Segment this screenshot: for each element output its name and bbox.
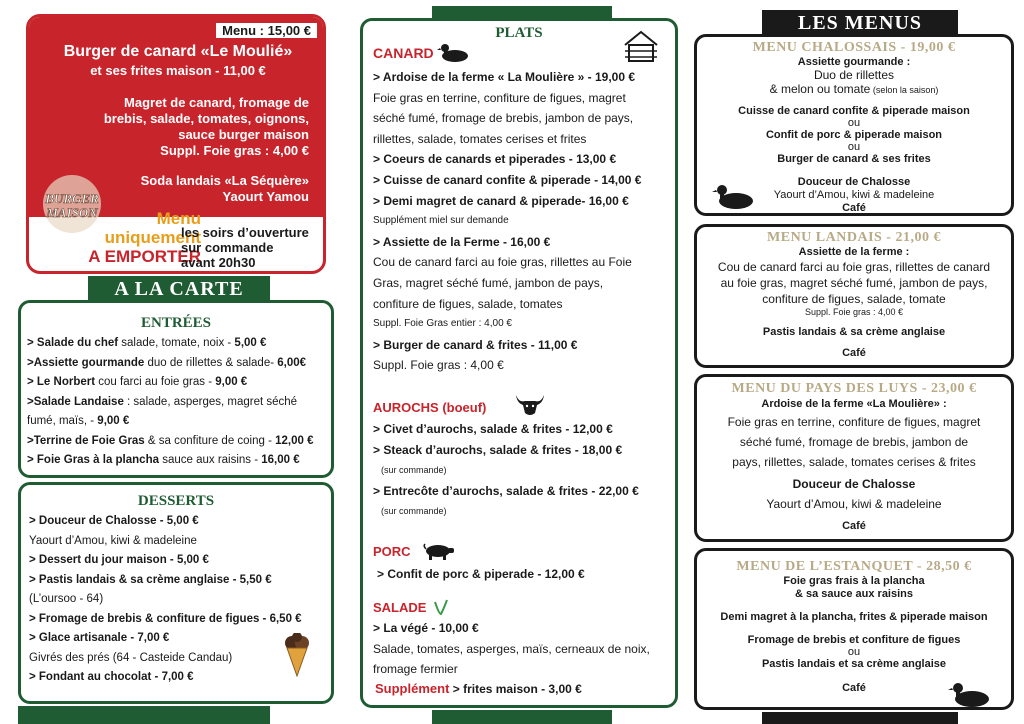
dessert-name: > Pastis landais & sa crème anglaise - 5,50 € [29, 573, 272, 586]
luys-l3: séché fumé, fromage de brebis, jambon de [739, 435, 969, 449]
aurochs-line: > Entrecôte d’aurochs, salade & frites - 22,00 € [373, 483, 639, 498]
chalossais-l2: Duo de rillettes [813, 68, 895, 82]
salade-line: fromage fermier [373, 662, 458, 677]
aurochs-title: AUROCHS (boeuf) [373, 400, 487, 415]
entree-desc: fumé, maïs, - [27, 415, 98, 427]
entree-price: 9,00 € [215, 376, 248, 388]
dessert-desc: (L’oursoo - 64) [29, 593, 104, 605]
entree-row [27, 432, 331, 452]
aurochs-line: > Steack d’aurochs, salade & frites - 18,00 € [373, 442, 623, 457]
entrees-title: ENTRÉES [140, 315, 212, 331]
menu-landais-title: MENU LANDAIS - 21,00 € [767, 230, 941, 245]
supplement-line [375, 681, 582, 696]
plats-box [360, 18, 678, 708]
entree-name: >Salade Landaise [27, 395, 124, 408]
canard-line: Gras, magret séché fumé, jambon de pays, [373, 275, 604, 290]
promo-yaourt: Yaourt Yamou [222, 189, 309, 204]
aurochs-list [373, 419, 639, 522]
menu-landais-box [694, 224, 1014, 368]
canard-line: > Coeurs de canards et piperades - 13,00 € [373, 152, 617, 167]
entree-row [27, 373, 331, 393]
dessert-row [29, 512, 331, 532]
canard-line: > Demi magret de canard & piperade- 16,00 € [373, 193, 629, 208]
menu-luys-title: MENU DU PAYS DES LUYS - 23,00 € [731, 381, 977, 396]
entree-row [27, 354, 331, 374]
luys-l7: Café [842, 520, 866, 532]
dessert-row [29, 551, 331, 571]
promo-menu-price: Menu : 15,00 € [216, 23, 317, 38]
entree-desc: & sa confiture de coing - [144, 434, 276, 447]
menu-estanquet-title: MENU DE L’ESTANQUET - 28,50 € [736, 559, 972, 574]
menu-chalossais-title: MENU CHALOSSAIS - 19,00 € [752, 40, 956, 55]
dessert-desc: Yaourt d’Amou, kiwi & madeleine [29, 534, 197, 547]
menu-estanquet-box [694, 548, 1014, 710]
chalossais-l5: Confit de porc & piperade maison [765, 129, 943, 141]
estanquet-l4: Fromage de brebis et confiture de figues [747, 634, 961, 646]
canard-line: Suppl. Foie Gras entier : 4,00 € [373, 318, 512, 330]
salade-line: > La végé - 10,00 € [373, 621, 479, 635]
burger-logo-bottom-text: MAISON [46, 205, 98, 220]
promo-emporter-text [41, 209, 201, 266]
entree-desc: cou farci au foie gras - [95, 376, 216, 388]
entrees-list [21, 332, 331, 471]
promo-emporter-2: uniquement [104, 228, 201, 247]
menu-chalossais-box [694, 34, 1014, 216]
luys-l6: Yaourt d’Amou, kiwi & madeleine [766, 497, 942, 511]
porc-item: > Confit de porc & piperade - 12,00 € [377, 567, 585, 581]
estanquet-l6: Café [842, 682, 866, 694]
promo-suppl: Suppl. Foie gras : 4,00 € [160, 143, 309, 158]
a-la-carte-header: A LA CARTE [88, 276, 270, 302]
canard-line: > Cuisse de canard confite & piperade - 14,00 € [373, 172, 642, 187]
chalossais-l1: Assiette gourmande : [797, 56, 911, 68]
entree-price: 6,00€ [277, 356, 307, 369]
estanquet-ou: ou [847, 646, 861, 658]
landais-l2: Cou de canard farci au foie gras, rillettes de canard [717, 260, 991, 274]
promo-emporter-1: Menu [156, 209, 201, 228]
farm-house-icon [623, 29, 659, 63]
entree-name: > Le Norbert [27, 376, 96, 388]
luys-l2: Foie gras en terrine, confiture de figues, magret [727, 415, 981, 429]
dessert-row [29, 610, 331, 630]
entree-row [27, 393, 331, 413]
chalossais-l9: Café [842, 202, 866, 214]
salade-list [373, 618, 650, 680]
desserts-box [18, 482, 334, 704]
chalossais-l3b: (selon la saison) [870, 85, 939, 95]
entree-price: 5,00 € [234, 337, 267, 349]
duck-icon-estanquet [947, 679, 991, 709]
canard-list [373, 67, 641, 376]
chalossais-ou1: ou [847, 117, 861, 129]
landais-l4: confiture de figues, salade, tomate [762, 292, 946, 306]
dessert-row [29, 532, 331, 552]
canard-line: Supplément miel sur demande [373, 215, 509, 227]
canard-line: Foie gras en terrine, confiture de figues, magret [373, 90, 626, 105]
estanquet-l2: & sa sauce aux raisins [794, 588, 913, 600]
estanquet-l3: Demi magret à la plancha, frites & piperade maison [720, 611, 988, 623]
chalossais-l6: Burger de canard & ses frites [777, 153, 931, 165]
promo-desc-2: brebis, salade, tomates, oignons, [103, 111, 309, 126]
promo-emporter-3: A EMPORTER [88, 247, 201, 266]
dessert-name: > Douceur de Chalosse - 5,00 € [29, 515, 199, 527]
estanquet-l5: Pastis landais et sa crème anglaise [761, 658, 947, 670]
dessert-name: > Glace artisanale - 7,00 € [29, 632, 170, 644]
estanquet-l1: Foie gras frais à la plancha [783, 575, 925, 587]
landais-l5: Suppl. Foie gras : 4,00 € [804, 307, 904, 317]
chalossais-l4: Cuisse de canard confite & piperade maison [738, 105, 970, 117]
entree-name: >Assiette gourmande [27, 356, 145, 369]
les-menus-header: LES MENUS [762, 10, 958, 36]
plats-bottom-bar [432, 710, 612, 724]
porc-title: PORC [373, 544, 411, 559]
chalossais-l3: & melon ou tomate [769, 82, 871, 96]
menu-luys-box [694, 374, 1014, 542]
burger-logo-top-text: BURGER [45, 191, 99, 206]
dessert-name: > Fondant au chocolat - 7,00 € [29, 671, 194, 683]
promo-burger-title: Burger de canard «Le Moulié» [63, 43, 293, 60]
entree-price: 12,00 € [275, 434, 314, 447]
burger-promo-box [26, 14, 326, 274]
canard-line: Cou de canard farci au foie gras, rillettes au Foie [373, 255, 632, 270]
dessert-row [29, 571, 331, 591]
plats-title: PLATS [495, 25, 543, 41]
entree-desc: salade, tomate, noix - [118, 337, 235, 349]
dessert-desc: Givrés des prés (64 - Casteide Candau) [29, 651, 233, 664]
entree-name: > Salade du chef [27, 337, 119, 349]
menus-bottom-bar [762, 712, 958, 724]
duck-icon [437, 41, 471, 63]
chalossais-l7: Douceur de Chalosse [797, 176, 911, 188]
promo-desc-3: sauce burger maison [178, 127, 309, 142]
entree-name: >Terrine de Foie Gras [27, 434, 145, 447]
dessert-name: > Dessert du jour maison - 5,00 € [29, 554, 209, 566]
carte-bottom-bar [18, 706, 270, 724]
promo-soirs-1: les soirs d’ouverture [181, 225, 309, 240]
landais-l3: au foie gras, magret séché fumé, jambon de pays, [720, 276, 988, 290]
canard-line: confiture de figues, salade, tomates [373, 296, 563, 311]
entrees-box [18, 300, 334, 478]
chalossais-l8: Yaourt d’Amou, kiwi & madeleine [773, 189, 935, 201]
landais-l1: Assiette de la ferme : [798, 246, 910, 258]
entree-row [27, 451, 331, 471]
entree-name: > Foie Gras à la plancha [27, 454, 159, 466]
landais-l7: Café [842, 347, 866, 359]
entree-desc: sauce aux raisins - [159, 454, 262, 466]
promo-soirs-3: avant 20h30 [181, 255, 256, 270]
promo-soirs-2: sur commande [181, 240, 274, 255]
aurochs-line: > Civet d’aurochs, salade & frites - 12,00 € [373, 422, 613, 436]
pig-icon [423, 542, 455, 560]
supplement-text: > frites maison - 3,00 € [449, 682, 582, 696]
dessert-row [29, 590, 331, 610]
promo-soirs-text [181, 225, 309, 270]
salade-title: SALADE [373, 600, 427, 615]
luys-l4: pays, rillettes, salade, tomates cerises & frites [732, 455, 976, 469]
canard-line: séché fumé, fromage de brebis, jambon de pays, [373, 111, 634, 126]
promo-burger-price: et ses frites maison - 11,00 € [90, 63, 266, 78]
leaf-icon [433, 598, 449, 616]
chalossais-l3-line [697, 82, 1011, 97]
entree-desc: : salade, asperges, magret séché [123, 395, 298, 408]
canard-line: Suppl. Foie gras : 4,00 € [373, 358, 504, 373]
aurochs-line: (sur commande) [381, 465, 447, 476]
duck-icon-chalossais [711, 181, 755, 211]
canard-line: > Ardoise de la ferme « La Moulière » - 19,00 € [373, 70, 636, 84]
luys-l5: Douceur de Chalosse [792, 477, 916, 491]
aurochs-bull-icon [513, 391, 547, 417]
canard-title: CANARD [373, 45, 434, 61]
desserts-title: DESSERTS [137, 493, 215, 509]
aurochs-line: (sur commande) [381, 506, 447, 517]
entree-price: 9,00 € [97, 415, 130, 427]
supplement-label: Supplément [375, 681, 450, 696]
dessert-name: > Fromage de brebis & confiture de figues - 6,50 € [29, 612, 302, 625]
entree-desc: duo de rillettes & salade- [144, 356, 278, 369]
entree-row [27, 412, 331, 432]
entree-price: 16,00 € [261, 454, 300, 466]
promo-drink: Soda landais «La Séquère» [140, 173, 309, 188]
salade-line: Salade, tomates, asperges, maïs, cerneaux de noix, [373, 641, 650, 656]
ice-cream-icon [283, 633, 311, 677]
canard-line: > Assiette de la Ferme - 16,00 € [373, 234, 551, 249]
canard-line: rillettes, salade, tomates cerises et frites [373, 131, 587, 146]
chalossais-ou2: ou [847, 141, 861, 153]
luys-l1: Ardoise de la ferme «La Moulière» : [761, 398, 947, 410]
canard-line: > Burger de canard & frites - 11,00 € [373, 337, 578, 352]
promo-desc-1: Magret de canard, fromage de [124, 95, 309, 110]
landais-l6: Pastis landais & sa crème anglaise [762, 326, 946, 338]
entree-row [27, 334, 331, 354]
